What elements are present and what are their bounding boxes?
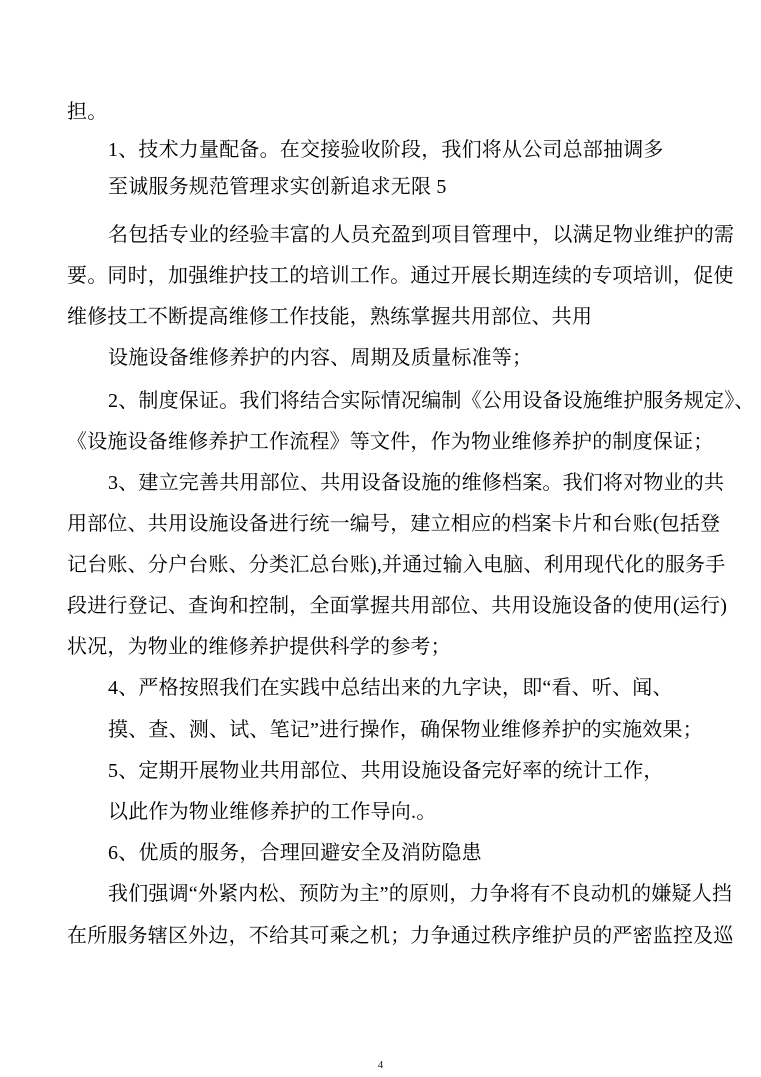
page-number: 4 — [377, 1059, 384, 1071]
text-line: 担。 — [67, 101, 108, 123]
text-line: 以此作为物业维修养护的工作导向.。 — [108, 801, 437, 823]
text-line: 我们强调“外紧内松、预防为主”的原则，力争将有不良动机的嫌疑人挡 — [108, 883, 733, 905]
text-line: 要。同时，加强维护技工的培训工作。通过开展长期连续的专项培训，促使 — [67, 265, 734, 287]
text-line: 至诚服务规范管理求实创新追求无限 5 — [108, 176, 447, 198]
text-line: 名包括专业的经验丰富的人员充盈到项目管理中，以满足物业维护的需 — [108, 224, 735, 246]
text-line: 5、定期开展物业共用部位、共用设施设备完好率的统计工作， — [108, 760, 664, 782]
text-line: 《设施设备维修养护工作流程》等文件，作为物业维修养护的制度保证； — [67, 431, 714, 453]
text-line: 4、严格按照我们在实践中总结出来的九字诀，即“看、听、闻、 — [108, 677, 673, 699]
text-line: 2、制度保证。我们将结合实际情况编制《公用设备设施维护服务规定》、 — [108, 390, 755, 412]
text-line: 摸、查、测、试、笔记”进行操作，确保物业维修养护的实施效果； — [108, 719, 703, 741]
text-line: 段进行登记、查询和控制，全面掌握共用部位、共用设施设备的使用(运行) — [67, 595, 728, 617]
text-line: 用部位、共用设施设备进行统一编号，建立相应的档案卡片和台账(包括登 — [67, 513, 721, 535]
text-line: 6、优质的服务，合理回避安全及消防隐患 — [108, 842, 482, 864]
text-line: 3、建立完善共用部位、共用设备设施的维修档案。我们将对物业的共 — [108, 472, 725, 494]
text-line: 设施设备维修养护的内容、周期及质量标准等； — [108, 347, 533, 369]
text-line: 1、技术力量配备。在交接验收阶段，我们将从公司总部抽调多 — [108, 139, 664, 161]
text-line: 维修技工不断提高维修工作技能，熟练掌握共用部位、共用 — [67, 306, 593, 328]
text-line: 在所服务辖区外边，不给其可乘之机；力争通过秩序维护员的严密监控及巡 — [67, 925, 734, 947]
text-line: 记台账、分户台账、分类汇总台账),并通过输入电脑、利用现代化的服务手 — [67, 554, 726, 576]
text-line: 状况，为物业的维修养护提供科学的参考； — [67, 636, 451, 658]
